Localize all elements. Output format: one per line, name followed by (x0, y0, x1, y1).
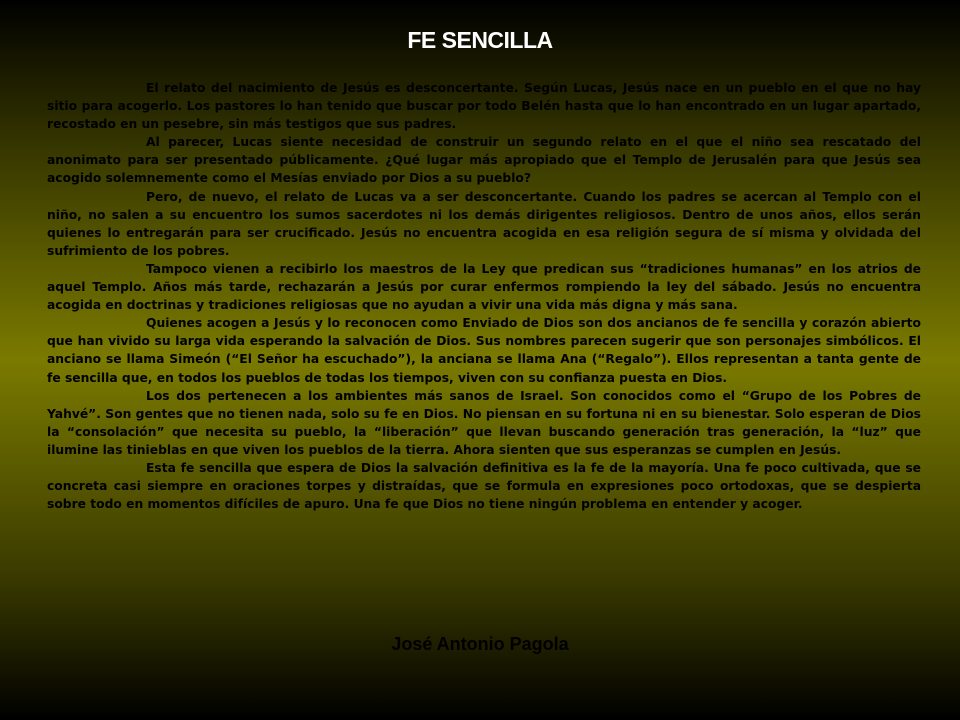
page-title: FE SENCILLA (407, 27, 553, 53)
paragraph-7: Esta fe sencilla que espera de Dios la salvación definitiva es la fe de la mayoría. Una fe poco cultivada, que se concreta casi siempre en oraciones torpes y distraídas, que se formula en expresiones poco ortodoxas, que se despierta sobre todo en momentos difíciles de apuro. Una fe que Dios no tiene ningún problema en entender y acoger. (47, 460, 921, 512)
paragraph-6: Los dos pertenecen a los ambientes más sanos de Israel. Son conocidos como el “Grupo de los Pobres de Yahvé”. Son gentes que no tienen nada, solo su fe en Dios. No piensan en su fortuna ni en su bienestar. Solo esperan de Dios la “consolación” que necesita su pueblo, la “liberación” que llevan buscando generación tras generación, la “luz” que ilumine las tinieblas en que viven los pueblos de la tierra. Ahora sienten que sus esperanzas se cumplen en Jesús. (47, 388, 921, 457)
paragraph-2: Al parecer, Lucas siente necesidad de construir un segundo relato en el que el niño sea rescatado del anonimato para ser presentado públicamente. ¿Qué lugar más apropiado que el Templo de Jerusalén para que Jesús sea acogido solemnemente como el Mesías enviado por Dios a su pueblo? (47, 135, 921, 186)
paragraph-5: Quienes acogen a Jesús y lo reconocen como Enviado de Dios son dos ancianos de fe sencilla y corazón abierto que han vivido su larga vida esperando la salvación de Dios. Sus nombres parecen sugerir que son personajes simbólicos. El anciano se llama Simeón (“El Señor ha escuchado”), la anciana se llama Ana (“Regalo”). Ellos representan a tanta gente de fe sencilla que, en todos los pueblos de todas los tiempos, viven con su confianza puesta en Dios. (47, 316, 921, 385)
paragraph-3: Pero, de nuevo, el relato de Lucas va a ser desconcertante. Cuando los padres se acercan al Templo con el niño, no salen a su encuentro los sumos sacerdotes ni los demás dirigentes religiosos. Dentro de unos años, ellos serán quienes lo entregarán para ser crucificado. Jesús no encuentra acogida en esa religión segura de sí misma y olvidada del sufrimiento de los pobres. (47, 189, 921, 258)
article-body (47, 79, 921, 513)
paragraph-4: Tampoco vienen a recibirlo los maestros de la Ley que predican sus “tradiciones humanas” en los atrios de aquel Templo. Años más tarde, rechazarán a Jesús por curar enfermos rompiendo la ley del sábado. Jesús no encuentra acogida en doctrinas y tradiciones religiosas que no ayudan a vivir una vida más digna y más sana. (47, 261, 921, 313)
paragraph-1: El relato del nacimiento de Jesús es desconcertante. Según Lucas, Jesús nace en un pueblo en el que no hay sitio para acogerlo. Los pastores lo han tenido que buscar por todo Belén hasta que lo han encontrado en un lugar apartado, recostado en un pesebre, sin más testigos que sus padres. (47, 81, 921, 132)
author-signature: José Antonio Pagola (391, 634, 569, 654)
